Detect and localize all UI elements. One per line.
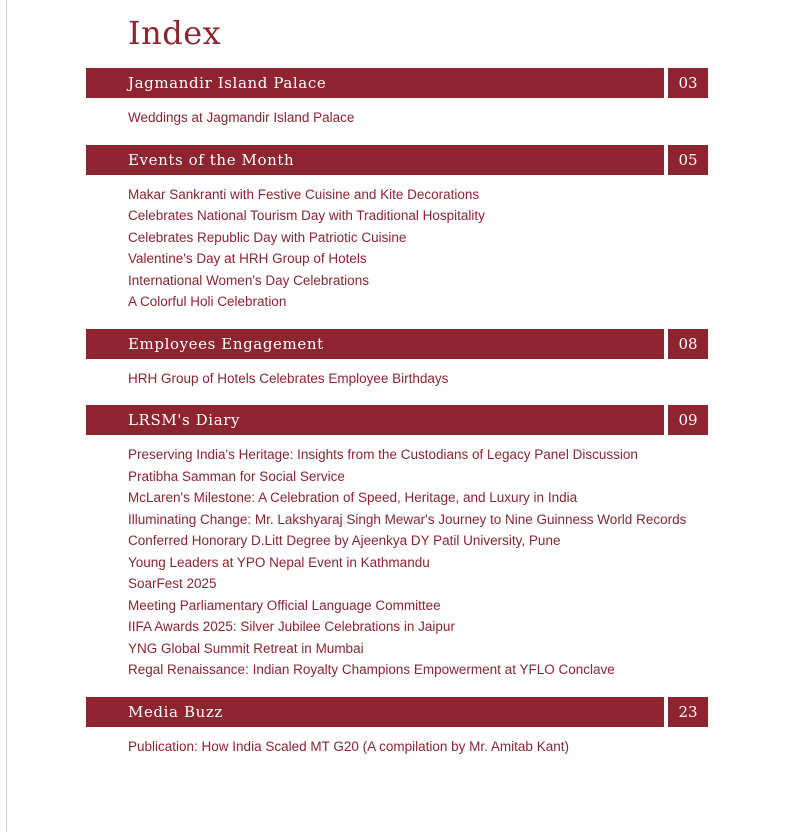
index-content (86, 0, 726, 757)
index-section (86, 68, 726, 129)
list-item[interactable]: Preserving India's Heritage: Insights from the Custodians of Legacy Panel Discussion (128, 447, 638, 462)
list-item[interactable]: IIFA Awards 2025: Silver Jubilee Celebrations in Jaipur (128, 619, 455, 634)
list-item[interactable]: Weddings at Jagmandir Island Palace (128, 110, 355, 125)
section-item-list (86, 444, 726, 681)
section-item-list (86, 736, 726, 758)
list-item[interactable]: Celebrates Republic Day with Patriotic Cuisine (128, 229, 407, 245)
section-heading: Employees Engagement (86, 329, 664, 359)
list-item[interactable]: Illuminating Change: Mr. Lakshyaraj Singh Mewar's Journey to Nine Guinness World Records (128, 511, 687, 527)
list-item[interactable]: Pratibha Samman for Social Service (128, 468, 345, 484)
list-item[interactable]: SoarFest 2025 (128, 576, 217, 591)
section-header-bar[interactable] (86, 68, 708, 98)
list-item[interactable]: Celebrates National Tourism Day with Traditional Hospitality (128, 208, 485, 223)
section-page-number: 09 (668, 405, 708, 435)
list-item[interactable]: YNG Global Summit Retreat in Mumbai (128, 640, 364, 656)
list-item[interactable]: HRH Group of Hotels Celebrates Employee Birthdays (128, 370, 449, 386)
index-section (86, 405, 726, 681)
index-section (86, 329, 726, 390)
list-item[interactable]: Regal Renaissance: Indian Royalty Champions Empowerment at YFLO Conclave (128, 662, 615, 677)
index-section (86, 697, 726, 758)
section-heading: LRSM's Diary (86, 405, 664, 435)
list-item[interactable]: International Women's Day Celebrations (128, 272, 369, 288)
list-item[interactable]: Valentine's Day at HRH Group of Hotels (128, 251, 367, 266)
section-header-bar[interactable] (86, 405, 708, 435)
list-item[interactable]: Conferred Honorary D.Litt Degree by Ajeenkya DY Patil University, Pune (128, 533, 561, 548)
section-item-list (86, 184, 726, 313)
section-item-list (86, 107, 726, 129)
section-heading: Events of the Month (86, 145, 664, 175)
section-item-list (86, 368, 726, 390)
list-item[interactable]: McLaren's Milestone: A Celebration of Speed, Heritage, and Luxury in India (128, 490, 578, 505)
section-heading: Jagmandir Island Palace (86, 68, 664, 98)
list-item[interactable]: Young Leaders at YPO Nepal Event in Kathmandu (128, 554, 430, 570)
section-heading: Media Buzz (86, 697, 664, 727)
list-item[interactable]: Meeting Parliamentary Official Language Committee (128, 597, 441, 613)
section-page-number: 05 (668, 145, 708, 175)
section-header-bar[interactable] (86, 697, 708, 727)
section-page-number: 03 (668, 68, 708, 98)
list-item[interactable]: A Colorful Holi Celebration (128, 294, 287, 309)
section-header-bar[interactable] (86, 145, 708, 175)
section-page-number: 08 (668, 329, 708, 359)
index-section (86, 145, 726, 313)
list-item[interactable]: Makar Sankranti with Festive Cuisine and Kite Decorations (128, 186, 480, 202)
page-title: Index (128, 14, 222, 52)
list-item[interactable]: Publication: How India Scaled MT G20 (A compilation by Mr. Amitab Kant) (128, 738, 569, 754)
section-page-number: 23 (668, 697, 708, 727)
page-left-margin-rule (0, 0, 7, 832)
section-header-bar[interactable] (86, 329, 708, 359)
